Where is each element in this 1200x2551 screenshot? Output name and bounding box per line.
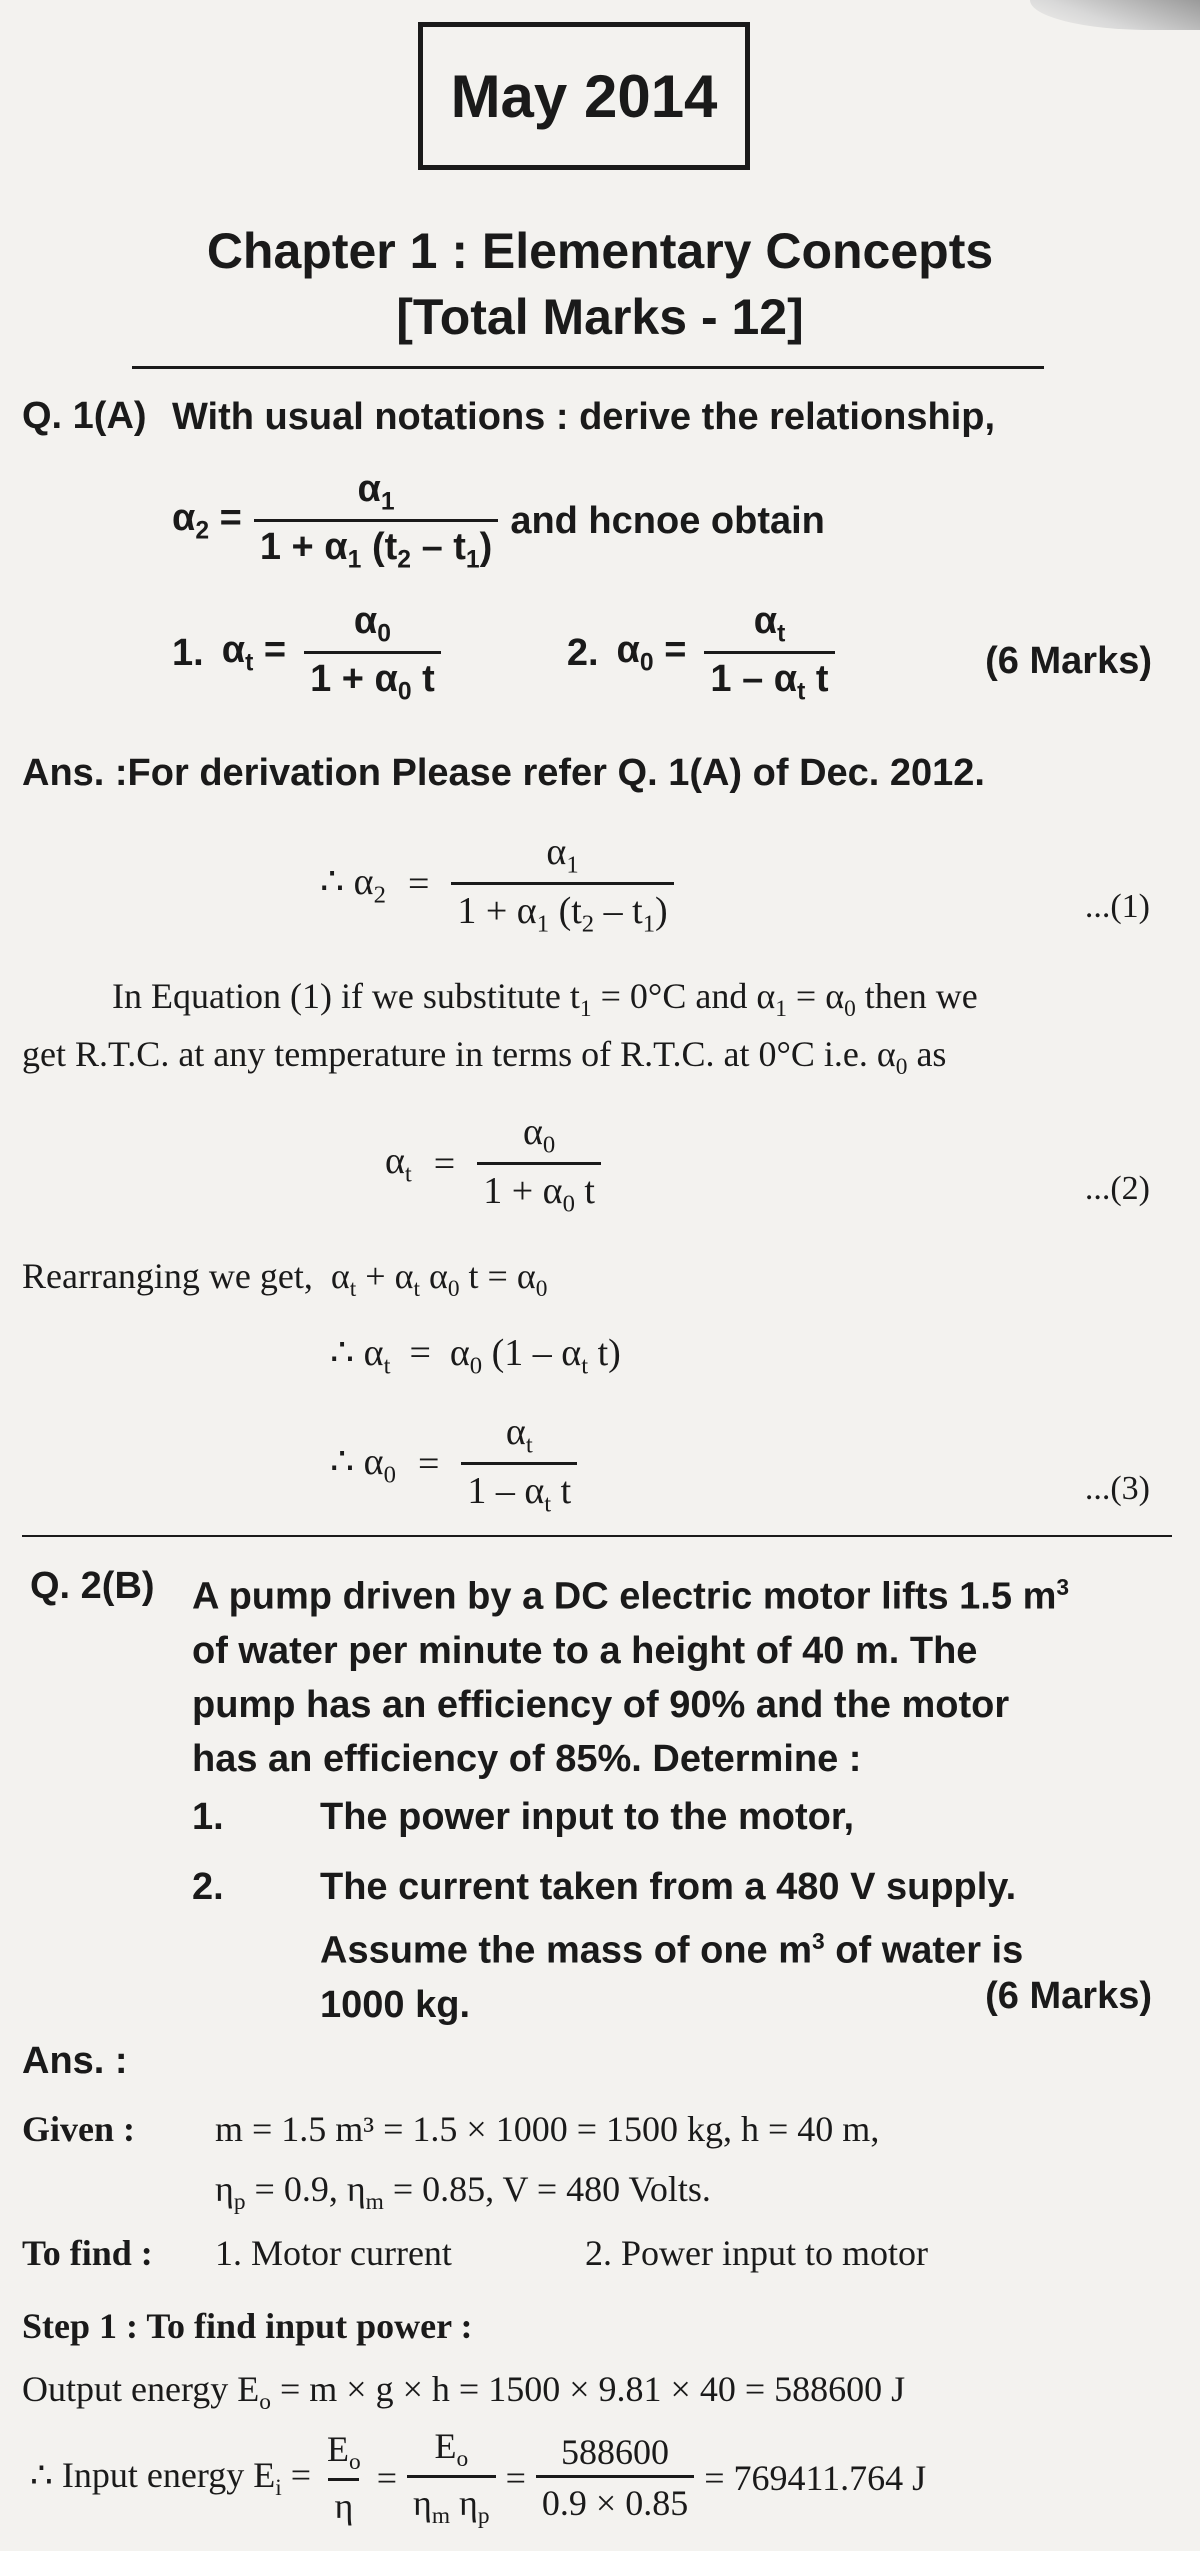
to-find-label: To find : [22, 2233, 153, 2273]
q2-item-1: The power input to the motor, [320, 1796, 855, 1838]
and-hence-text: and hcnoe obtain [510, 499, 825, 542]
q2-marks: (6 Marks) [985, 1975, 1152, 2017]
exam-date: May 2014 [450, 62, 718, 130]
q1-item-1-number: 1. [172, 631, 204, 674]
input-energy-value: = 769411.764 J [704, 2457, 927, 2498]
output-energy-line: Output energy $E_o = m \times g \times h = 1500 \times 9.81 \times 40 = 588600$ J [22, 2369, 906, 2416]
equation-2-number: ...(2) [1084, 1170, 1150, 1207]
q1-results: 1. $\alpha_t$ = $\frac{\alpha_0}{1 + \alpha_0 t}$ 2. $\alpha_0$ = $\frac{\alpha_t}{1 - \alpha_t t}$ [172, 600, 835, 706]
q1-main-relation: $\alpha_2$ = $\frac{\alpha_1}{1 + \alpha_1 (t_2 - t_1)}$ and hcnoe obtain [172, 468, 825, 574]
question-2-label: Q. 2(B) [30, 1565, 155, 1607]
equation-3-number: ...(3) [1084, 1470, 1150, 1507]
q1-item-2-number: 2. [566, 631, 599, 674]
given-label: Given : [22, 2109, 135, 2149]
q2-item-1-number: 1. [192, 1796, 224, 1838]
rearranging-line: Rearranging we get, $\alpha_t + \alpha_t$ $\alpha_0$ $t = \alpha_0$ [22, 1256, 548, 1303]
input-energy-denominator: 0.9 × 0.85 [536, 2475, 694, 2524]
q2-answer-label: Ans. : [22, 2040, 128, 2082]
to-find-item-2: 2. Power input to motor [585, 2233, 928, 2273]
equation-2: $\alpha_t$ = $\frac{\alpha_0}{1 + \alpha_0 t}$ [385, 1110, 601, 1218]
to-find-item-1: 1. Motor current [215, 2233, 452, 2273]
given-line-2: $\eta_p = 0.9$, $\eta_m = 0.85$, V = 480 Volts. [215, 2169, 711, 2216]
question-2-text: A pump driven by a DC electric motor lifts 1.5 $m^3$ of water per minute to a height of 40 m. The pump has an efficiency of 90% and the motor has an efficiency of 85%. Determine : [192, 1574, 1070, 1780]
input-energy-line: ∴ Input energy $E_i$ = $\frac{E_o}{\eta}$ = $\frac{E_o}{\eta_m \eta_p}$ = $\frac{588600}{0.9 \times 0.85}$ = 769411.764 J [30, 2426, 927, 2530]
question-1-intro: With usual notations : derive the relationship, [172, 396, 996, 438]
equation-1: ∴ $\alpha_2$ = $\frac{\alpha_1}{1 + \alpha_1 (t_2 - t_1)}$ [320, 830, 674, 938]
equation-1-number: ...(1) [1084, 888, 1150, 925]
rearranged-alpha-t: ∴ $\alpha_t = \alpha_0$ ($1 - \alpha_t$ t) [330, 1332, 621, 1380]
q1-q2-divider [22, 1535, 1172, 1537]
date-box [418, 22, 750, 170]
question-1-label: Q. 1(A) [22, 395, 147, 437]
q1-answer-reference: Ans. :For derivation Please refer Q. 1(A) of Dec. 2012. [22, 752, 985, 794]
step-1-heading: Step 1 : To find input power : [22, 2306, 473, 2346]
given-line-1: m = 1.5 m³ = 1.5 × 1000 = 1500 kg, h = 40 m, [215, 2109, 880, 2149]
q2-item-2-number: 2. [192, 1866, 224, 1908]
q1-marks: (6 Marks) [985, 640, 1152, 682]
equation-3: ∴ $\alpha_0$ = $\frac{\alpha_t}{1 - \alpha_t t}$ [330, 1410, 577, 1518]
chapter-title: Chapter 1 : Elementary Concepts [206, 223, 994, 279]
q2-item-2: The current taken from a 480 V supply. Assume the mass of one $m^3$ of water is 1000 kg. [320, 1866, 1024, 2026]
page-curl [1030, 0, 1200, 30]
substitution-paragraph-line-2: get R.T.C. at any temperature in terms of R.T.C. at 0°C i.e. $\alpha_0$ as [22, 1034, 947, 1081]
header-divider [132, 366, 1044, 369]
input-energy-numerator: 588600 [561, 2432, 670, 2473]
total-marks: [Total Marks - 12] [396, 289, 804, 345]
substitution-paragraph-line-1: In Equation (1) if we substitute $t_1 = 0^\circ C$ and $\alpha_1 = \alpha_0$ then we [112, 976, 978, 1023]
